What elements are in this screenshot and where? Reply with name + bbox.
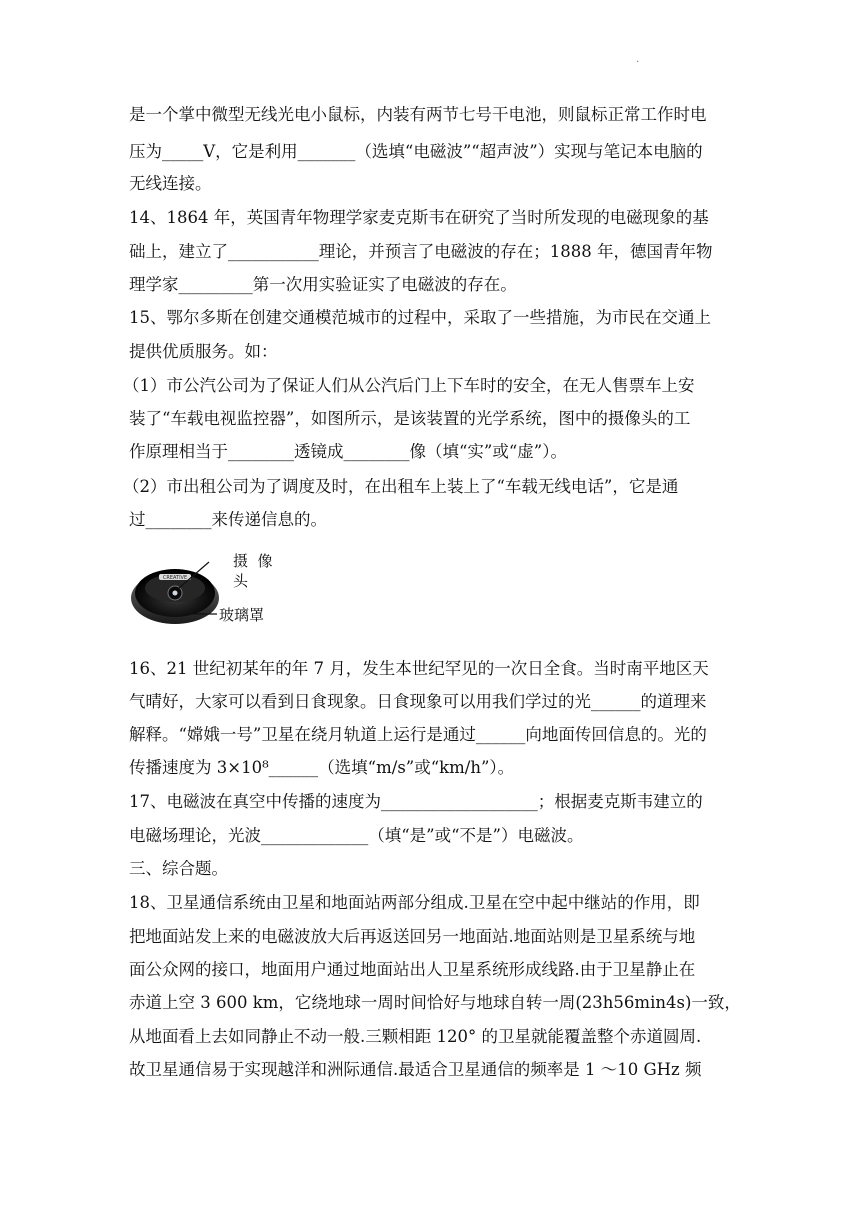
text-line: 故卫星通信易于实现越洋和洲际通信.最适合卫星通信的频率是 1 ～10 GHz 频	[129, 1060, 702, 1079]
camera-figure	[129, 548, 289, 628]
question-16-line: 16、21 世纪初某年的年 7 月，发生本世纪罕见的一次日全食。当时南平地区天	[129, 659, 709, 678]
text-line: 无线连接。	[129, 174, 212, 193]
subquestion-2-line: （2）市出租公司为了调度及时，在出租车上装上了“车载无线电话”，它是通	[123, 477, 679, 496]
text-line: 过________来传递信息的。	[129, 510, 327, 529]
text-line: 把地面站发上来的电磁波放大后再返送回另一地面站.地面站则是卫星系统与地	[129, 927, 696, 946]
text-line: 从地面看上去如同静止不动一般.三颗相距 120° 的卫星就能覆盖整个赤道圆周.	[129, 1027, 702, 1046]
text-line: 作原理相当于________透镜成________像（填“实”或“虚”）。	[129, 442, 567, 461]
text-line: 装了“车载电视监控器”，如图所示，是该装置的光学系统，图中的摄像头的工	[129, 409, 691, 428]
text-line: 解释。“嫦娥一号”卫星在绕月轨道上运行是通过______向地面传回信息的。光的	[129, 725, 707, 744]
subquestion-1-line: （1）市公汽公司为了保证人们从公汽后门上下车时的安全，在无人售票车上安	[123, 376, 695, 395]
text-line: 传播速度为 3×10⁸______（选填“m/s”或“km/h”）。	[129, 758, 515, 777]
question-18-line: 18、卫星通信系统由卫星和地面站两部分组成.卫星在空中起中继站的作用，即	[129, 893, 700, 912]
label-camera-1: 摄 像	[233, 552, 273, 570]
lens-highlight	[173, 591, 178, 596]
header-mark: .	[636, 54, 640, 65]
text-line: 理学家_________第一次用实验证实了电磁波的存在。	[129, 275, 517, 294]
text-line: 赤道上空 3 600 km，它绕地球一周时间恰好与地球自转一周(23h56min4s)一致，	[129, 993, 741, 1012]
question-14-line: 14、1864 年，英国青年物理学家麦克斯韦在研究了当时所发现的电磁现象的基	[129, 208, 709, 227]
label-glass-cover: 玻璃罩	[219, 606, 265, 624]
question-15-line: 15、鄂尔多斯在创建交通模范城市的过程中，采取了一些措施，为市民在交通上	[129, 308, 711, 327]
text-line: 压为_____V，它是利用_______（选填“电磁波”“超声波”）实现与笔记本电脑的	[129, 142, 703, 161]
text-line: 气晴好，大家可以看到日食现象。日食现象可以用我们学过的光______的道理来	[129, 692, 707, 711]
text-line: 是一个掌中微型无线光电小鼠标，内装有两节七号干电池，则鼠标正常工作时电	[129, 105, 707, 124]
brand-text: CREATIVE	[162, 575, 188, 581]
question-17-line: 17、电磁波在真空中传播的速度为___________________；根据麦克斯韦建立的	[129, 792, 703, 811]
text-line: 提供优质服务。如：	[129, 342, 278, 361]
text-line: 电磁场理论，光波_____________（填“是”或“不是”）电磁波。	[129, 826, 584, 845]
label-camera-2: 头	[233, 572, 249, 590]
text-line: 面公众网的接口，地面用户通过地面站出人卫星系统形成线路.由于卫星静止在	[129, 960, 696, 979]
section-heading: 三、综合题。	[129, 859, 228, 878]
text-line: 础上，建立了___________理论，并预言了电磁波的存在；1888 年，德国青年物	[129, 242, 713, 261]
